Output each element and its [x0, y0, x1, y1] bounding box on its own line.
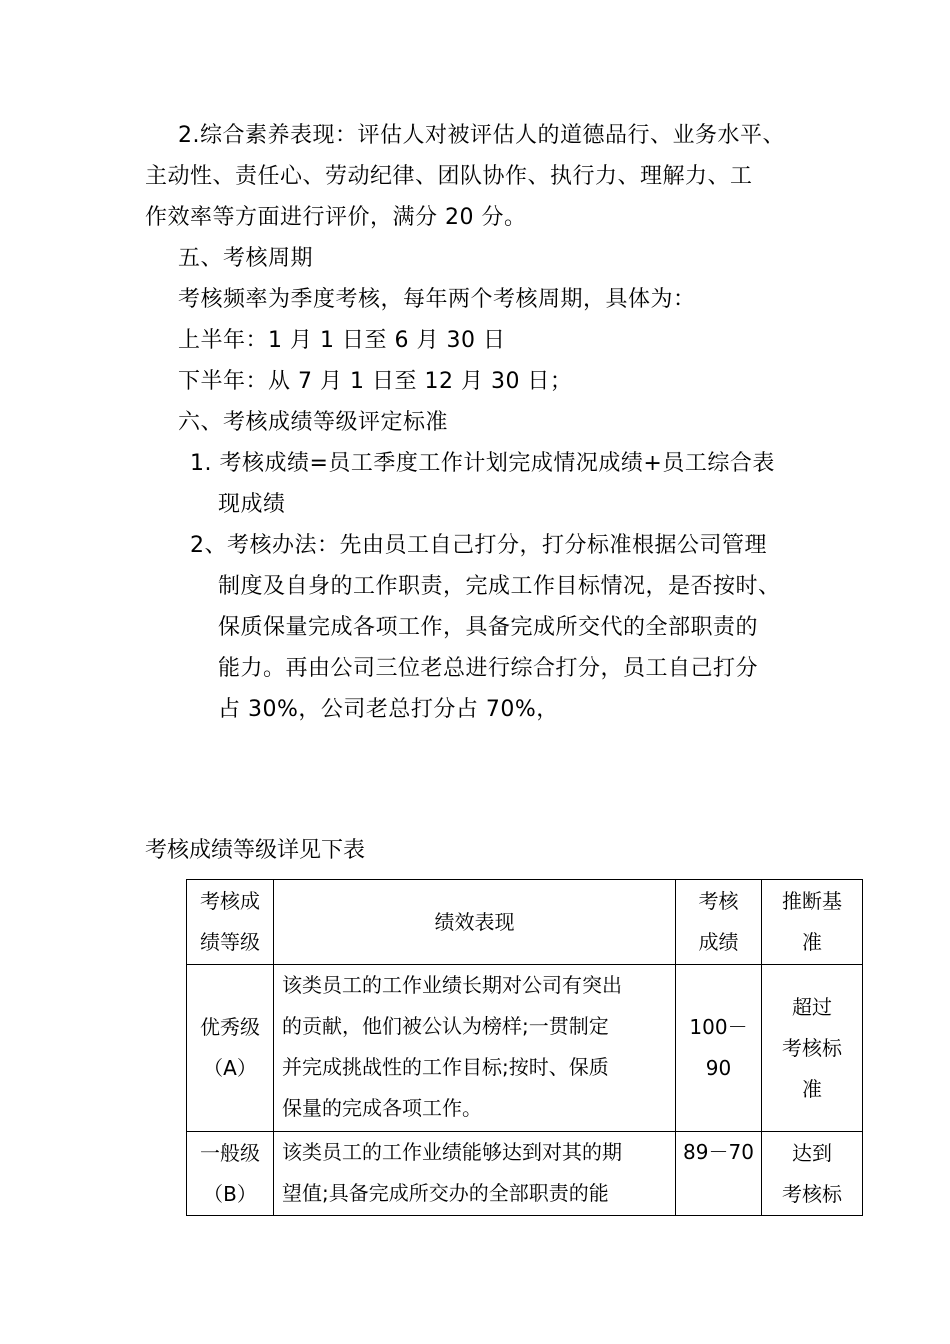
table-row	[187, 965, 863, 1132]
header-grade-line: 考核成	[200, 889, 260, 913]
header-criterion-line: 推断基	[782, 889, 842, 913]
list-item-continuation: 能力。再由公司三位老总进行综合打分，员工自己打分	[218, 656, 759, 681]
section-heading: 五、考核周期	[178, 246, 314, 271]
criterion-cell	[762, 965, 863, 1132]
performance-line: 该类员工的工作业绩能够达到对其的期	[282, 1140, 622, 1164]
grade-table	[186, 879, 863, 1216]
performance-line: 该类员工的工作业绩长期对公司有突出	[282, 973, 622, 997]
performance-line: 望值;具备完成所交办的全部职责的能	[282, 1181, 609, 1205]
performance-line: 的贡献，他们被公认为榜样;一贯制定	[282, 1014, 609, 1038]
performance-cell	[274, 965, 676, 1132]
score-line: 100－	[689, 1015, 748, 1039]
paragraph-line: 下半年：从 7 月 1 日至 12 月 30 日；	[178, 369, 573, 394]
list-item-continuation: 保质保量完成各项工作，具备完成所交代的全部职责的	[218, 615, 759, 640]
score-line: 89－70	[683, 1140, 754, 1164]
table-header-row	[187, 880, 863, 965]
performance-line: 并完成挑战性的工作目标;按时、保质	[282, 1055, 609, 1079]
grade-cell	[187, 965, 274, 1132]
grade-line: （B）	[203, 1181, 257, 1206]
score-line: 90	[705, 1056, 732, 1080]
score-cell	[676, 965, 762, 1132]
header-grade-line: 绩等级	[200, 930, 260, 954]
grade-line: （A）	[203, 1056, 257, 1080]
grade-line: 优秀级	[200, 1015, 260, 1039]
list-item-continuation: 占 30%，公司老总打分占 70%，	[218, 697, 559, 722]
header-score-line: 考核	[698, 889, 739, 913]
score-cell	[676, 1132, 762, 1216]
performance-line: 保量的完成各项工作。	[282, 1096, 482, 1120]
header-performance	[274, 880, 676, 965]
header-criterion-line: 准	[802, 930, 822, 954]
criterion-line: 达到	[792, 1140, 832, 1165]
criterion-cell	[762, 1132, 863, 1216]
header-score	[676, 880, 762, 965]
header-criterion	[762, 880, 863, 965]
paragraph-line: 考核频率为季度考核，每年两个考核周期，具体为：	[178, 287, 696, 312]
list-item-continuation: 制度及自身的工作职责，完成工作目标情况，是否按时、	[218, 574, 781, 599]
criterion-line: 准	[802, 1076, 822, 1101]
paragraph-line: 主动性、责任心、劳动纪律、团队协作、执行力、理解力、工	[145, 164, 753, 189]
criterion-line: 考核标	[782, 1035, 842, 1060]
performance-cell	[274, 1132, 676, 1216]
paragraph-line: 作效率等方面进行评价，满分 20 分。	[145, 205, 527, 230]
grade-line: 一般级	[200, 1140, 260, 1165]
criterion-line: 超过	[792, 994, 832, 1019]
header-performance-line: 绩效表现	[434, 909, 515, 934]
criterion-line: 考核标	[782, 1181, 842, 1206]
paragraph-line: 上半年：1 月 1 日至 6 月 30 日	[178, 328, 506, 353]
grade-cell	[187, 1132, 274, 1216]
header-score-line: 成绩	[698, 930, 739, 954]
header-grade	[187, 880, 274, 965]
list-item-continuation: 现成绩	[218, 492, 286, 517]
table-caption: 考核成绩等级详见下表	[145, 838, 366, 863]
list-item: 1. 考核成绩=员工季度工作计划完成情况成绩+员工综合表	[190, 451, 775, 476]
paragraph-line: 2.综合素养表现：评估人对被评估人的道德品行、业务水平、	[178, 123, 785, 148]
table-row	[187, 1132, 863, 1216]
section-heading: 六、考核成绩等级评定标准	[178, 410, 449, 435]
list-item: 2、考核办法：先由员工自己打分，打分标准根据公司管理	[190, 533, 767, 558]
